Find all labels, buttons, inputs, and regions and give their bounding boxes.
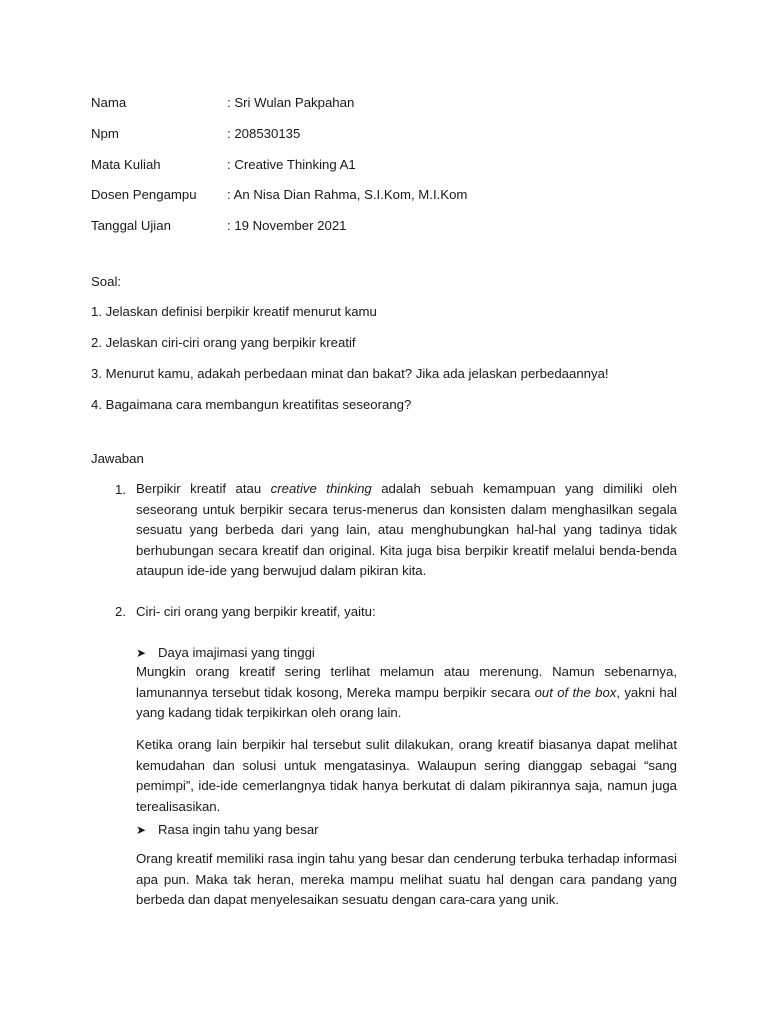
info-label: Npm: [91, 126, 119, 141]
bullet-title: Rasa ingin tahu yang besar: [158, 822, 319, 837]
bullet-2-paragraph-1: Orang kreatif memiliki rasa ingin tahu yang besar dan cenderung terbuka terhadap informasi apa pun. Maka tak heran, mereka mampu melihat suatu hal dengan cara pandang yang berbeda dan dapat menyelesaikan sesuatu dengan cara-cara yang unik.: [136, 851, 677, 907]
info-label: Mata Kuliah: [91, 157, 161, 172]
question-3: 3. Menurut kamu, adakah perbedaan minat dan bakat? Jika ada jelaskan perbedaannya!: [91, 366, 609, 381]
answer-1-text: Berpikir kreatif atau creative thinking adalah sebuah kemampuan yang dimiliki oleh seseorang untuk berpikir secara terus-menerus dan konsisten dalam menghasilkan segala sesuatu yang berbeda dari yang lain, atau menghubungkan hal-hal yang tadinya tidak berhubungan secara kreatif dan original. Kita juga bisa berpikir kreatif melalui benda-benda ataupun ide-ide yang berwujud dalam pikiran kita.: [136, 481, 678, 578]
answer-2-intro: Ciri- ciri orang yang berpikir kreatif, yaitu:: [136, 604, 376, 619]
question-2: 2. Jelaskan ciri-ciri orang yang berpikir kreatif: [91, 335, 356, 350]
answer-2-number: 2.: [115, 604, 126, 619]
question-1: 1. Jelaskan definisi berpikir kreatif menurut kamu: [91, 304, 377, 319]
bullet-1-paragraph-1: Mungkin orang kreatif sering terlihat melamun atau merenung. Namun sebenarnya, lamunannya tersebut tidak kosong, Mereka mampu berpikir secara out of the box, yakni hal yang kadang tidak terpikirkan oleh orang lain.: [136, 664, 677, 720]
info-value: : An Nisa Dian Rahma, S.I.Kom, M.I.Kom: [227, 187, 468, 202]
bullet-item-imajinasi: [136, 644, 315, 662]
info-value: : 208530135: [227, 126, 301, 141]
info-label: Dosen Pengampu: [91, 187, 197, 202]
info-value: : Sri Wulan Pakpahan: [227, 95, 355, 110]
bullet-title: Daya imajimasi yang tinggi: [158, 645, 315, 660]
info-label: Tanggal Ujian: [91, 218, 171, 233]
jawaban-heading: Jawaban: [91, 451, 144, 466]
info-value: : 19 November 2021: [227, 218, 347, 233]
bullet-1-paragraph-2: Ketika orang lain berpikir hal tersebut sulit dilakukan, orang kreatif biasanya dapat melihat kemudahan dan solusi untuk mengatasinya. Walaupun sering dianggap sebagai “sang pemimpi”, ide-ide cemerlangnya tidak hanya berkutat di dalam pikirannya saja, namun juga terealisasikan.: [136, 737, 677, 814]
soal-heading: Soal:: [91, 274, 122, 289]
arrow-bullet-icon: ➤: [136, 823, 147, 837]
info-value: : Creative Thinking A1: [227, 157, 356, 172]
info-label: Nama: [91, 95, 127, 110]
question-4: 4. Bagaimana cara membangun kreatifitas seseorang?: [91, 397, 412, 412]
arrow-bullet-icon: ➤: [136, 646, 147, 660]
bullet-item-rasa-ingin-tahu: [136, 821, 319, 839]
answer-1-number: 1.: [115, 482, 126, 497]
